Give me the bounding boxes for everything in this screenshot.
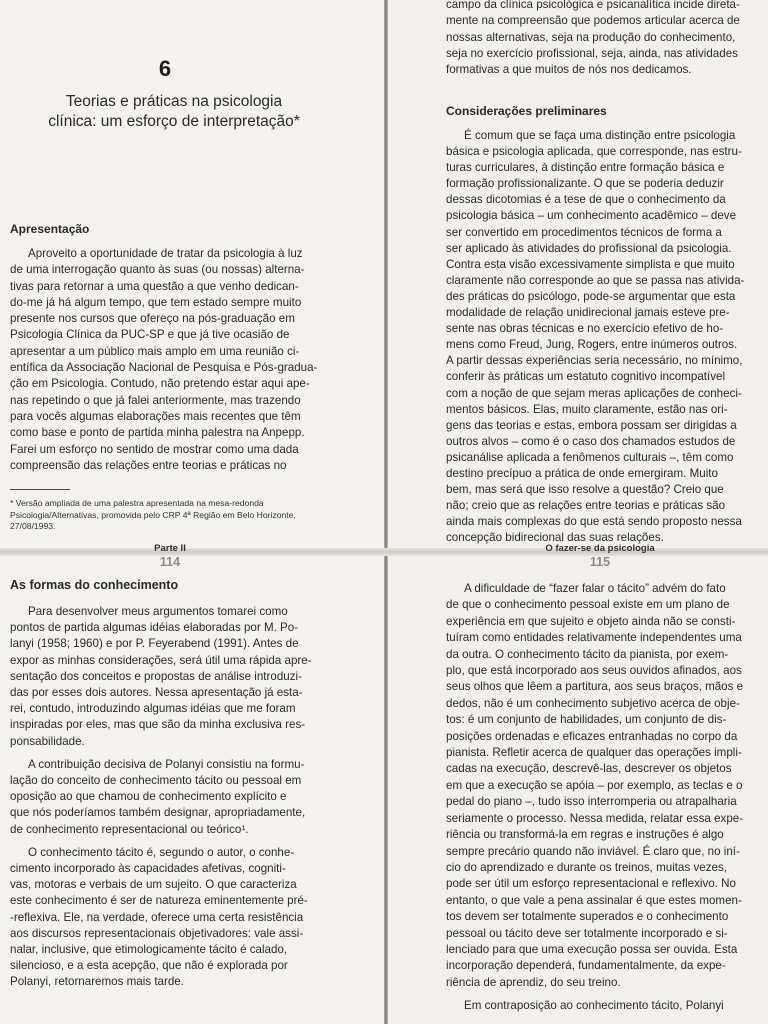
text-line: aos discursos representacionais objetivadores: vale assi- bbox=[10, 926, 304, 940]
text-line: entanto, o que vale a pena assinalar é que estes momen- bbox=[446, 893, 742, 907]
paragraph bbox=[10, 757, 332, 838]
text-line: compreensão das relações entre teorias e práticas no bbox=[10, 458, 287, 472]
text-line: nas repetindo o que já falei anteriormente, mas trazendo bbox=[10, 393, 301, 407]
text-line: campo da clínica psicológica e psicanalítica incide direta- bbox=[446, 0, 740, 11]
text-line: lanyi (1958; 1960) e por P. Feyerabend (1991). Antes de bbox=[10, 637, 299, 651]
text-line: plo, que está incorporado aos seus ouvidos afinados, aos bbox=[446, 664, 742, 678]
text-line: tuíram como entidades relativamente independentes uma bbox=[446, 631, 742, 645]
text-line: em que a execução se apóia – por exemplo, as teclas e o bbox=[446, 778, 743, 792]
text-line: A dificuldade de “fazer falar o tácito” advém do fato bbox=[464, 582, 726, 595]
text-line: mens como Freud, Jung, Rogers, entre inúmeros outros. bbox=[446, 338, 738, 352]
text-line: A partir dessas experiências seria necessário, no mínimo, bbox=[446, 354, 743, 368]
text-line: lação do conceito de conhecimento tácito ou pessoal em bbox=[10, 774, 302, 788]
footnote: * Versão ampliada de uma palestra apresentada na mesa-redonda Psicologia/Alternativas, promovida pelo CRP 4ª Região em Belo Horizonte, 27/08/1993. bbox=[10, 498, 296, 531]
running-header-114 bbox=[120, 543, 220, 569]
text-line: apresentar a um público mais amplo em uma reunião ci- bbox=[10, 344, 300, 358]
header-label: O fazer-se da psicologia bbox=[545, 543, 655, 554]
text-line: oposição ao que chamou de conhecimento explícito e bbox=[10, 790, 287, 804]
text-line: claramente não corresponde ao que se passa nas ativida- bbox=[446, 273, 745, 287]
book-gutter bbox=[384, 0, 388, 1024]
text-line: formação profissionalizante. O que se poderia deduzir bbox=[446, 177, 724, 191]
text-line: com a noção de que sejam meras aplicações de conheci- bbox=[446, 386, 742, 400]
text-line: das por esses dois autores. Nessa apresentação já esta- bbox=[10, 686, 303, 700]
chapter-number: 6 bbox=[158, 56, 172, 81]
text-line: tos: é um conjunto de habilidades, um conjunto de dis- bbox=[446, 713, 727, 727]
text-line: de que o conhecimento pessoal existe em um plano de bbox=[446, 598, 730, 612]
text-line: conferir às práticas um estatuto cognitivo incompatível bbox=[446, 370, 726, 384]
text-line: ção em Psicologia. Contudo, não pretendo estar aqui ape- bbox=[10, 377, 310, 391]
text-line: É comum que se faça uma distinção entre psicologia bbox=[464, 129, 736, 142]
text-line: experiência em que sujeito e objeto ainda não se consti- bbox=[446, 614, 736, 628]
text-line: turas curriculares, à distinção entre formação básica e bbox=[446, 161, 725, 175]
chapter-title-line: clínica: um esforço de interpretação* bbox=[48, 113, 300, 130]
text-line: Polanyi, retornaremos mais tarde. bbox=[10, 975, 184, 989]
paragraph bbox=[446, 581, 758, 991]
text-line: Em contraposição ao conhecimento tácito, Polanyi bbox=[464, 999, 724, 1013]
text-line: expor as minhas considerações, será útil uma rápida apre- bbox=[10, 653, 312, 667]
running-header-115 bbox=[500, 543, 700, 569]
text-line: destino precípuo a prática de onde emergiram. Muito bbox=[446, 466, 718, 480]
text-line: de conhecimento representacional ou teórico¹. bbox=[10, 822, 249, 836]
text-line: ser convertido em procedimentos técnicos de forma a bbox=[446, 225, 722, 239]
section-heading-apresentacao: Apresentação bbox=[10, 222, 90, 236]
text-line: O conhecimento tácito é, segundo o autor, o conhe- bbox=[28, 845, 295, 859]
section-heading-formas: As formas do conhecimento bbox=[10, 578, 179, 592]
text-line: Farei um esforço no sentido de mostrar como uma dada bbox=[10, 442, 299, 456]
section-body-tacito bbox=[446, 581, 758, 1015]
text-line: sempre precário quando não inviável. É claro que, no iní- bbox=[446, 844, 740, 858]
paragraph-apresentacao bbox=[10, 246, 332, 474]
text-line: da outra. O conhecimento tácito da pianista, por exem- bbox=[446, 647, 729, 661]
text-line: inspiradas por eles, mas que são da minha exclusiva res- bbox=[10, 718, 306, 732]
text-line: sente nas obras técnicas e no exercício efetivo de ho- bbox=[446, 322, 724, 336]
text-line: cimento incorporado às capacidades afetivas, cogniti- bbox=[10, 862, 286, 876]
text-line: que nós poderíamos também designar, apropriadamente, bbox=[10, 806, 306, 820]
text-line: mente na compreensão que podemos articular acerca de bbox=[446, 14, 740, 28]
chapter-title-line: Teorias e práticas na psicologia bbox=[65, 93, 283, 110]
text-line: bem, mas será que isso resolve a questão? Creio que bbox=[446, 483, 724, 497]
paragraph bbox=[446, 998, 758, 1014]
text-line: pedal do piano –, tudo isso interromperia ou atrapalharia bbox=[446, 795, 737, 809]
text-line: riência ou transformá-la em regras e instruções é algo bbox=[446, 828, 724, 842]
text-line: outros alvos – como é o caso dos chamados estudos de bbox=[446, 434, 736, 448]
text-line: seus olhos que lêem a partitura, aos seus braços, mãos e bbox=[446, 680, 744, 694]
text-line: pode ser útil um esforço representacional e reflexivo. No bbox=[446, 877, 736, 891]
text-line: pontos de partida algumas idéias elaboradas por M. Po- bbox=[10, 621, 299, 635]
text-line: não; creio que as relações entre teorias e práticas são bbox=[446, 499, 726, 513]
paragraph-consideracoes bbox=[446, 128, 758, 546]
text-line: A contribuição decisiva de Polanyi consistiu na formu- bbox=[28, 757, 305, 771]
text-line: lenciado para que uma execução possa ser ouvida. Esta bbox=[446, 942, 738, 956]
header-label: Parte II bbox=[154, 543, 186, 554]
text-line: tos devem ser totalmente superados e o conhecimento bbox=[446, 910, 729, 924]
paragraph bbox=[10, 845, 332, 991]
text-line: para vocês algumas elaborações mais recentes que têm bbox=[10, 409, 301, 423]
text-line: dessas dicotomias é a tese de que o conhecimento da bbox=[446, 193, 726, 207]
text-line: incorporação dependerá, fundamentalmente, da expe- bbox=[446, 959, 726, 973]
text-line: ser aplicado às atividades do profissional da psicologia. bbox=[446, 241, 732, 255]
text-line: pianista. Refletir acerca de qualquer das operações impli- bbox=[446, 746, 742, 760]
text-line: seja no exercício profissional, seja, ainda, nas atividades bbox=[446, 46, 738, 60]
text-line: psicologia básica – um conhecimento acadêmico – deve bbox=[446, 209, 737, 223]
text-line: gens das teorias e estas, embora possam ser dirigidas a bbox=[446, 418, 737, 432]
text-line: ainda mais complexas do que está sendo proposto nessa bbox=[446, 515, 742, 529]
text-line: de uma interrogação quanto às suas (ou nossas) alterna- bbox=[10, 263, 305, 277]
text-line: seriamente o processo. Nessa medida, relatar essa expe- bbox=[446, 811, 744, 825]
text-line: silencioso, e a esta acepção, que não é explorada por bbox=[10, 959, 288, 973]
text-line: nalar, inclusive, que etimologicamente tácito é calado, bbox=[10, 943, 288, 957]
text-line: este conhecimento é ser de natureza eminentemente pré- bbox=[10, 894, 308, 908]
text-line: nossas alternativas, seja na produção do conhecimento, bbox=[446, 30, 736, 44]
page-number: 114 bbox=[159, 555, 181, 569]
text-line: cio do aprendizado e durante os treinos, muitas vezes, bbox=[446, 860, 727, 874]
text-line: modalidade de relação unidirecional jamais esteve pre- bbox=[446, 306, 730, 320]
text-line: como base e ponto de partida minha palestra na Anpepp. bbox=[10, 426, 305, 440]
text-line: dedos, não é um conhecimento subjetivo acerca de obje- bbox=[446, 696, 740, 710]
paragraph-continued bbox=[446, 0, 758, 78]
chapter-title bbox=[24, 92, 324, 132]
text-line: vas, motoras e verbais de um sujeito. O que caracteriza bbox=[10, 878, 297, 892]
text-line: Psicologia Clínica da PUC-SP e que já tive ocasião de bbox=[10, 328, 290, 342]
footnote-rule bbox=[10, 489, 70, 490]
text-line: sentação dos conceitos e propostas de análise introduzi- bbox=[10, 669, 302, 683]
text-line: Para desenvolver meus argumentos tomarei como bbox=[28, 605, 288, 618]
text-line: pessoal ou tácito deve ser totalmente incorporado e si- bbox=[446, 926, 728, 940]
text-line: do-me já há algum tempo, que tem estado sempre muito bbox=[10, 295, 302, 309]
text-line: des práticas do psicólogo, pode-se argumentar que esta bbox=[446, 289, 736, 303]
text-line: cadas na execução, descrevê-las, descrever os objetos bbox=[446, 762, 732, 776]
text-line: entífica da Associação Nacional de Pesquisa e Pós-gradua- bbox=[10, 361, 318, 375]
text-line: básica e psicologia aplicada, que corresponde, nas estru- bbox=[446, 145, 742, 159]
text-line: Aproveito a oportunidade de tratar da psicologia à luz bbox=[28, 247, 303, 260]
text-line: posições ordenadas e eficazes entranhadas no corpo da bbox=[446, 729, 738, 743]
text-line: concepção bidirecional das suas relações. bbox=[446, 531, 664, 545]
text-line: Contra esta visão excessivamente simplista e que muito bbox=[446, 257, 735, 271]
text-line: formativas a que muitos de nós nos dedicamos. bbox=[446, 63, 692, 77]
page-number: 115 bbox=[589, 555, 611, 569]
text-line: presente nos cursos que ofereço na pós-graduação em bbox=[10, 312, 295, 326]
paragraph bbox=[10, 604, 332, 750]
section-heading-consideracoes: Considerações preliminares bbox=[446, 104, 607, 118]
text-line: psicanálise aplicada a fenômenos culturais –, têm como bbox=[446, 450, 734, 464]
section-body-formas bbox=[10, 604, 332, 991]
text-line: -reflexiva. Ele, na verdade, oferece uma certa resistência bbox=[10, 910, 304, 924]
text-line: riência de aprendiz, do seu treino. bbox=[446, 975, 621, 989]
text-line: mentos básicos. Elas, muito claramente, estão nas ori- bbox=[446, 402, 728, 416]
text-line: tivas para retornar a uma questão a que venho dedican- bbox=[10, 279, 299, 293]
text-line: rei, contudo, introduzindo algumas idéias que me foram bbox=[10, 702, 296, 716]
text-line: ponsabilidade. bbox=[10, 734, 85, 748]
